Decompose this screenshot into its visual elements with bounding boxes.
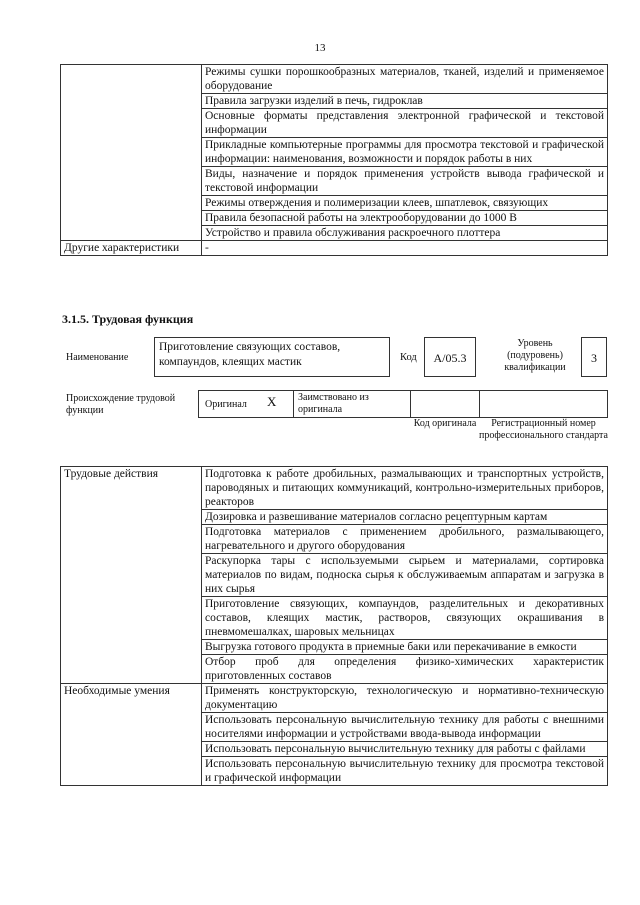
table-row: Прикладные компьютерные программы для просмотра текстовой и графической информации: наименования, возможности и порядок работы в них bbox=[202, 138, 608, 167]
table-row: Применять конструкторскую, технологическую и нормативно-техническую документацию bbox=[202, 684, 608, 713]
table-row: Раскупорка тары с используемыми сырьем и материалами, сортировка материалов по видам, подноска сырья к обслуживаемым аппаратам и загрузка в них сырья bbox=[202, 554, 608, 597]
origin-row bbox=[198, 390, 608, 418]
borrowed-label: Заимствовано из оригинала bbox=[298, 392, 369, 415]
table-row: Правила безопасной работы на электрооборудовании до 1000 В bbox=[202, 211, 608, 226]
table-row: Дозировка и развешивание материалов согласно рецептурным картам bbox=[202, 510, 608, 525]
reg-number-caption: Регистрационный номер профессионального стандарта bbox=[479, 418, 608, 441]
table-row: Отбор проб для определения физико-химических характеристик приготовленных составов bbox=[202, 655, 608, 684]
section-heading: 3.1.5. Трудовая функция bbox=[62, 312, 194, 326]
table-row: Подготовка к работе дробильных, размалывающих и транспортных устройств, пароводяных и питающих коммуникаций, контрольно-измерительных приборов, реакторов bbox=[202, 467, 608, 510]
code-value-box: А/05.3 bbox=[424, 337, 476, 377]
work-function-table bbox=[60, 466, 608, 786]
actions-label: Трудовые действия bbox=[61, 467, 202, 684]
original-mark: X bbox=[267, 394, 277, 409]
origin-label: Происхождение трудовой функции bbox=[66, 393, 176, 416]
level-label: Уровень (подуровень) квалификации bbox=[504, 338, 566, 373]
table-row: Виды, назначение и порядок применения устройств вывода графической и текстовой информации bbox=[202, 167, 608, 196]
borrowed-cell bbox=[293, 390, 411, 418]
table-row: Устройство и правила обслуживания раскроечного плоттера bbox=[202, 226, 608, 241]
table-row: Основные форматы представления электронной графической и текстовой информации bbox=[202, 109, 608, 138]
code-original-caption: Код оригинала bbox=[413, 418, 477, 429]
skills-label: Необходимые умения bbox=[61, 684, 202, 786]
name-label: Наименование bbox=[66, 352, 129, 363]
reg-number-cell bbox=[479, 390, 608, 418]
other-characteristics-label: Другие характеристики bbox=[61, 241, 202, 256]
page-number: 13 bbox=[314, 42, 326, 54]
code-label: Код bbox=[400, 352, 417, 363]
table-row: Использовать персональную вычислительную технику для просмотра текстовой и графической информации bbox=[202, 757, 608, 786]
knowledge-table bbox=[60, 64, 608, 256]
table-row: Выгрузка готового продукта в приемные баки или перекачивание в емкости bbox=[202, 640, 608, 655]
original-cell bbox=[198, 390, 294, 418]
table-row: Правила загрузки изделий в печь, гидроклав bbox=[202, 94, 608, 109]
table-row: Использовать персональную вычислительную технику для работы с файлами bbox=[202, 742, 608, 757]
table-row: Приготовление связующих, компаундов, разделительных и декоративных составов, клеящих мастик, растворов, связующих окрашивания в пневмомешалках, шаровых мельницах bbox=[202, 597, 608, 640]
knowledge-label-cell bbox=[61, 65, 202, 241]
table-row: Режимы сушки порошкообразных материалов, тканей, изделий и применяемое оборудование bbox=[202, 65, 608, 94]
original-label: Оригинал bbox=[205, 399, 247, 410]
original-code-cell bbox=[410, 390, 480, 418]
level-value-box: 3 bbox=[581, 337, 607, 377]
table-row: Использовать персональную вычислительную технику для работы с внешними носителями информации и устройствами ввода-вывода информации bbox=[202, 713, 608, 742]
function-name-box: Приготовление связующих составов, компаундов, клеящих мастик bbox=[154, 337, 390, 377]
other-characteristics-value: - bbox=[202, 241, 608, 256]
table-row: Режимы отверждения и полимеризации клеев, шпатлевок, связующих bbox=[202, 196, 608, 211]
table-row: Подготовка материалов с применением дробильного, размалывающего, нагревательного и другого оборудования bbox=[202, 525, 608, 554]
